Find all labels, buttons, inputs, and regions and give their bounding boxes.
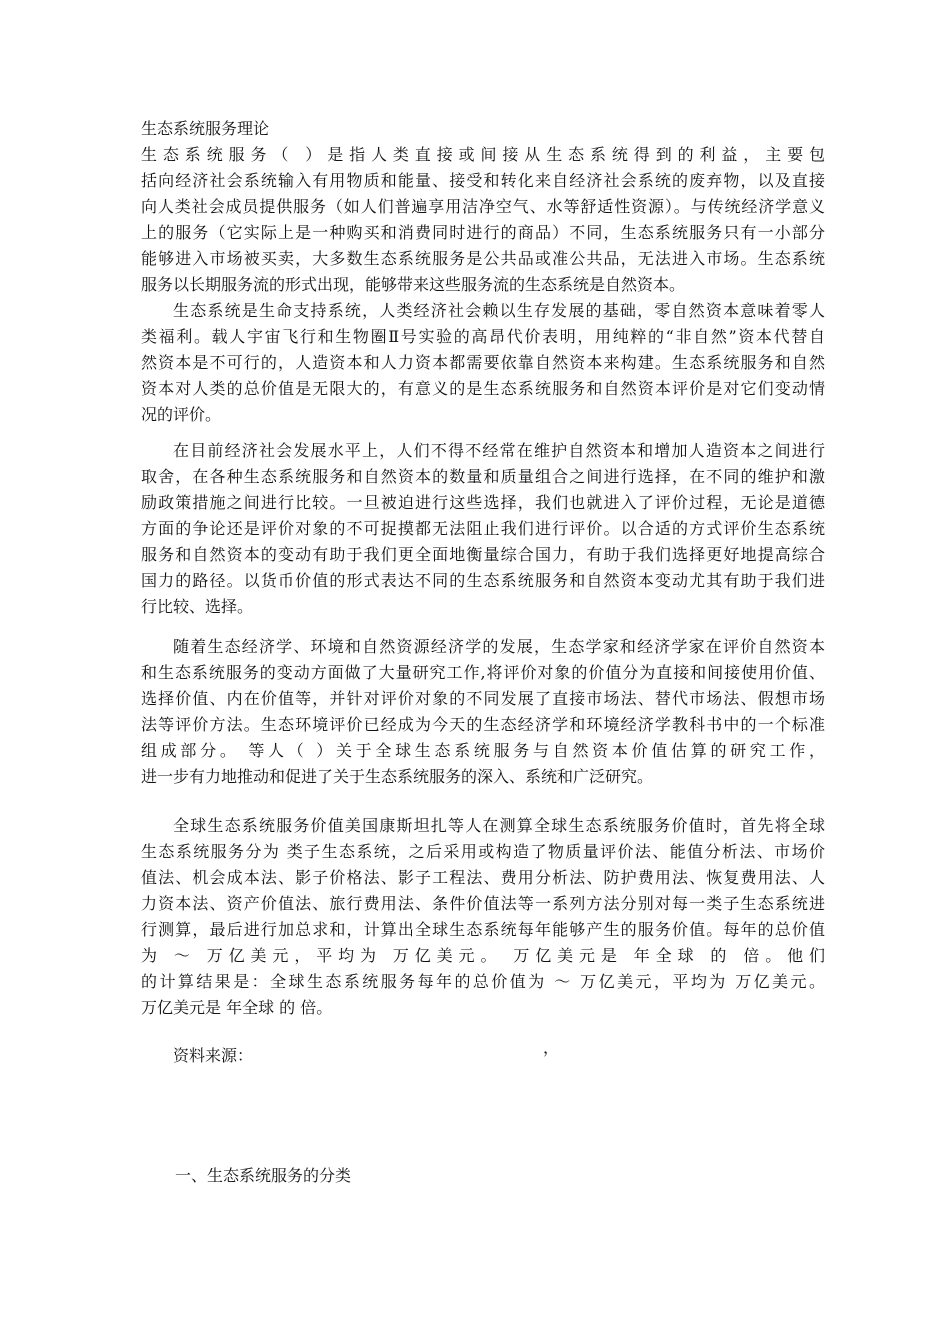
paragraph-1-line-2: 括向经济社会系统输入有用物质和能量、接受和转化来自经济社会系统的废弃物，以及直接 — [141, 171, 825, 190]
paragraph-3-line-3: 励政策措施之间进行比较。一旦被迫进行这些选择，我们也就进入了评价过程，无论是道德 — [141, 493, 825, 512]
paragraph-3-line-4: 方面的争论还是评价对象的不可捉摸都无法阻止我们进行评价。以合适的方式评价生态系统 — [141, 519, 825, 538]
source-mark: ， — [543, 1038, 560, 1057]
paragraph-5-line-8: 万亿美元是 年全球 的 倍。 — [141, 998, 333, 1017]
paragraph-5-line-1: 全球生态系统服务价值美国康斯坦扎等人在测算全球生态系统服务价值时，首先将全球 — [173, 816, 825, 835]
paragraph-5-line-7: 的计算结果是：全球生态系统服务每年的总价值为 ～ 万亿美元，平均为 万亿美元。 — [141, 972, 825, 991]
paragraph-3-line-2: 取舍，在各种生态系统服务和自然资本的数量和质量组合之间进行选择，在不同的维护和激 — [141, 467, 825, 486]
source-label: 资料来源： — [173, 1046, 254, 1065]
paragraph-2-line-5: 况的评价。 — [141, 405, 222, 424]
paragraph-1-line-4: 上的服务（它实际上是一种购买和消费同时进行的商品）不同，生态系统服务只有一小部分 — [141, 223, 825, 242]
paragraph-2-line-2: 类福利。载人宇宙飞行和生物圈Ⅱ号实验的高昂代价表明，用纯粹的“非自然”资本代替自 — [141, 327, 825, 346]
paragraph-1-line-3: 向人类社会成员提供服务（如人们普遍享用洁净空气、水等舒适性资源）。与传统经济学意义 — [141, 197, 825, 216]
document-title: 生态系统服务理论 — [141, 119, 270, 138]
section-heading: 一、生态系统服务的分类 — [175, 1166, 352, 1185]
paragraph-4-line-4: 法等评价方法。生态环境评价已经成为今天的生态经济学和环境经济学教科书中的一个标准 — [141, 715, 825, 734]
paragraph-2-line-3: 然资本是不可行的，人造资本和人力资本都需要依靠自然资本来构建。生态系统服务和自然 — [141, 353, 825, 372]
paragraph-2-line-4: 资本对人类的总价值是无限大的，有意义的是生态系统服务和自然资本评价是对它们变动情 — [141, 379, 825, 398]
paragraph-5-line-6: 为 ～ 万亿美元，平均为 万亿美元。 万亿美元是 年全球 的 倍。他们 — [141, 946, 825, 965]
paragraph-5-line-4: 力资本法、资产价值法、旅行费用法、条件价值法等一系列方法分别对每一类子生态系统进 — [141, 894, 825, 913]
paragraph-3-line-1: 在目前经济社会发展水平上，人们不得不经常在维护自然资本和增加人造资本之间进行 — [173, 441, 825, 460]
paragraph-5-line-5: 行测算，最后进行加总求和，计算出全球生态系统每年能够产生的服务价值。每年的总价值 — [141, 920, 825, 939]
paragraph-1-line-6: 服务以长期服务流的形式出现，能够带来这些服务流的生态系统是自然资本。 — [141, 275, 686, 294]
paragraph-4-line-3: 选择价值、内在价值等，并针对评价对象的不同发展了直接市场法、替代市场法、假想市场 — [141, 689, 825, 708]
paragraph-3-line-7: 行比较、选择。 — [141, 597, 254, 616]
paragraph-4-line-1: 随着生态经济学、环境和自然资源经济学的发展，生态学家和经济学家在评价自然资本 — [173, 637, 825, 656]
paragraph-5-line-2: 生态系统服务分为 类子生态系统，之后采用或构造了物质量评价法、能值分析法、市场价 — [141, 842, 825, 861]
paragraph-4-line-2: 和生态系统服务的变动方面做了大量研究工作,将评价对象的价值分为直接和间接使用价值、 — [141, 663, 825, 682]
paragraph-2-line-1: 生态系统是生命支持系统，人类经济社会赖以生存发展的基础，零自然资本意味着零人 — [173, 301, 825, 320]
paragraph-5-line-3: 值法、机会成本法、影子价格法、影子工程法、费用分析法、防护费用法、恢复费用法、人 — [141, 868, 825, 887]
paragraph-4-line-5: 组成部分。 等人（ ）关于全球生态系统服务与自然资本价值估算的研究工作， — [141, 741, 825, 760]
paragraph-4-line-6: 进一步有力地推动和促进了关于生态系统服务的深入、系统和广泛研究。 — [141, 767, 654, 786]
paragraph-3-line-6: 国力的路径。以货币价值的形式表达不同的生态系统服务和自然资本变动尤其有助于我们进 — [141, 571, 825, 590]
paragraph-3-line-5: 服务和自然资本的变动有助于我们更全面地衡量综合国力，有助于我们选择更好地提高综合 — [141, 545, 825, 564]
paragraph-1-line-5: 能够进入市场被买卖，大多数生态系统服务是公共品或准公共品，无法进入市场。生态系统 — [141, 249, 825, 268]
paragraph-1-line-1: 生态系统服务（ ）是指人类直接或间接从生态系统得到的利益，主要包 — [141, 145, 825, 164]
